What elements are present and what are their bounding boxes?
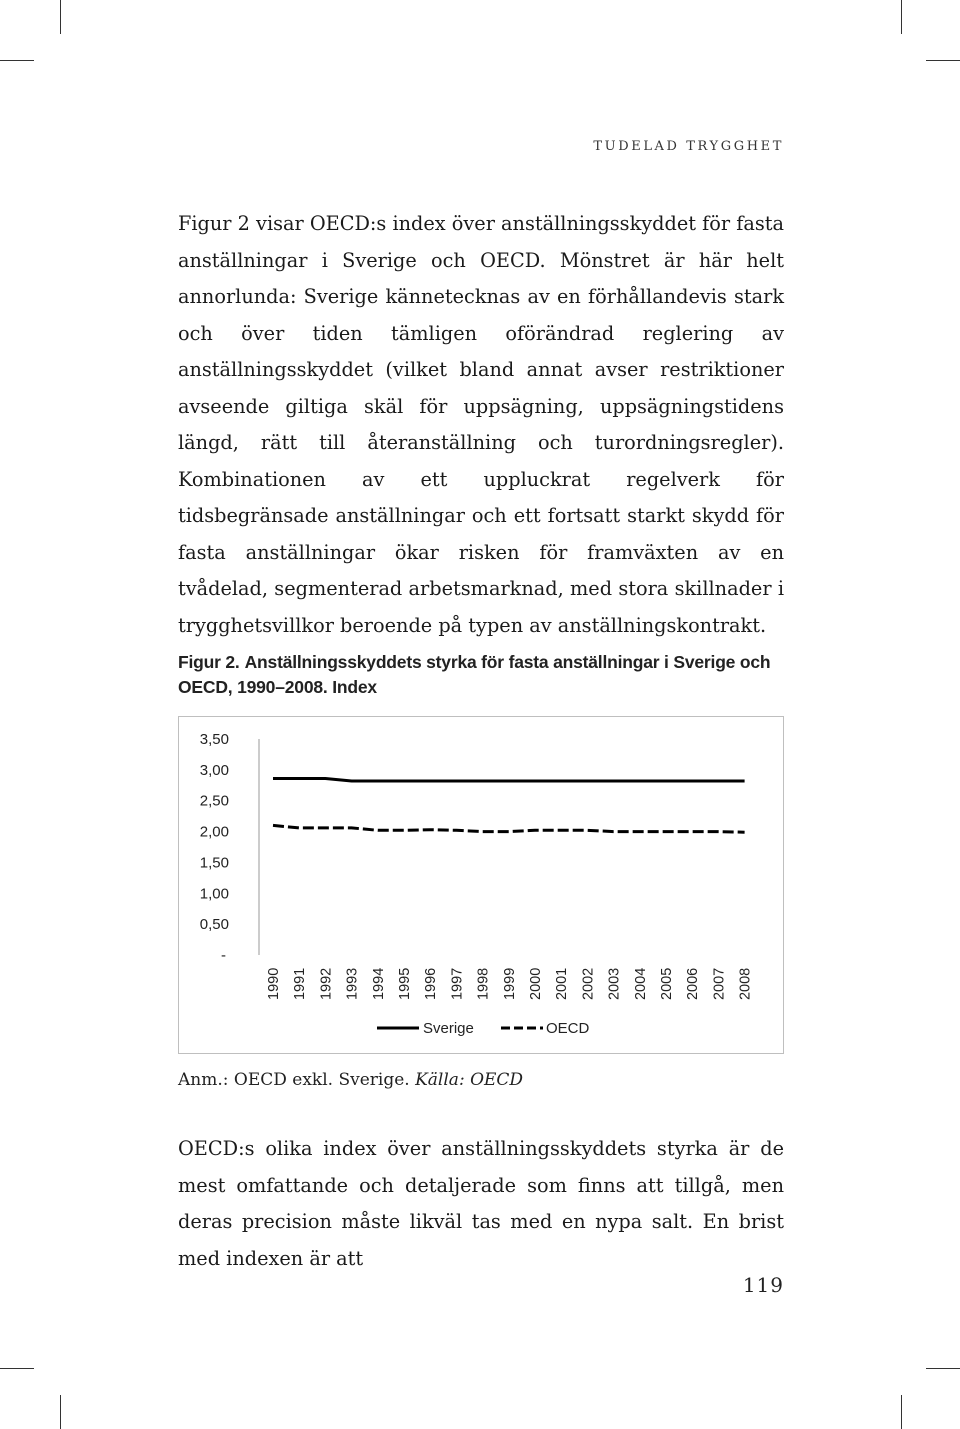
x-tick-label: 2006 <box>685 967 702 1000</box>
x-tick-label: 2001 <box>554 967 571 1000</box>
x-tick-label: 1995 <box>397 967 413 1000</box>
figure-label: Figur 2. <box>178 652 240 672</box>
note-source: Källa: OECD <box>415 1070 524 1090</box>
y-tick-label: 3,00 <box>199 761 229 779</box>
running-head: TUDELAD TRYGGHET <box>593 139 784 154</box>
x-tick-label: 1994 <box>370 967 387 1000</box>
legend-label-sverige: Sverige <box>423 1020 474 1037</box>
crop-mark-right-bottom <box>926 1368 960 1369</box>
y-tick-label: 1,00 <box>199 885 229 903</box>
legend-label-oecd: OECD <box>546 1020 590 1037</box>
y-tick-label: 0,50 <box>199 916 229 934</box>
crop-mark-bottom-left <box>60 1395 61 1429</box>
series-line-oecd <box>273 825 745 832</box>
x-tick-label: 2005 <box>659 967 675 1000</box>
x-tick-label: 2000 <box>528 967 544 1000</box>
y-tick-label: 2,50 <box>199 792 229 810</box>
body-paragraph-1: Figur 2 visar OECD:s index över anställningsskyddet för fasta anställningar i Sverige och OECD. Mönstret är här helt annorlunda: Sverige kännetecknas av en förhållandevis stark och över tiden tämligen oförändrad reglering av anställningsskyddet (vilket bland annat avser restriktioner avseende giltiga skäl för uppsägning, uppsägningstidens längd, rätt till återanställning och turordningsregler). Kombinationen av ett uppluckrat regelverk för tidsbegränsade anställningar och ett fortsatt starkt skydd för fasta anställningar ökar risken för framväxten av en tvådelad, segmenterad arbetsmarknad, med stora skillnader i trygghetsvillkor beroende på typen av anställningskontrakt. <box>178 212 784 637</box>
y-tick-label: 1,50 <box>199 854 229 872</box>
x-tick-label: 2007 <box>711 967 728 1000</box>
x-tick-label: 2003 <box>606 967 623 1000</box>
x-tick-label: 1992 <box>318 967 335 1000</box>
line-chart <box>179 717 783 1053</box>
x-tick-label: 1997 <box>449 967 466 1000</box>
x-tick-label: 1993 <box>344 967 361 1000</box>
figure-caption <box>178 650 784 700</box>
crop-mark-top-right <box>901 0 902 34</box>
x-tick-label: 2008 <box>737 967 754 1000</box>
crop-mark-left-bottom <box>0 1368 34 1369</box>
x-tick-label: 1991 <box>292 967 309 1000</box>
x-tick-label: 1996 <box>423 967 440 1000</box>
note-text: Anm.: OECD exkl. Sverige. <box>178 1070 410 1090</box>
crop-mark-left-top <box>0 60 34 61</box>
series-line-sverige <box>273 779 745 782</box>
x-tick-label: 1998 <box>475 967 492 1000</box>
chart-frame <box>178 716 784 1054</box>
crop-mark-top-left <box>60 0 61 34</box>
y-tick-label: - <box>221 947 226 964</box>
figure-title: Anställningsskyddets styrka för fasta anställningar i Sverige och OECD, 1990–2008. Index <box>178 652 771 697</box>
x-tick-label: 1999 <box>501 967 518 1000</box>
figure-note <box>178 1070 523 1090</box>
y-tick-label: 2,00 <box>199 823 229 841</box>
page-number: 119 <box>742 1273 784 1297</box>
y-tick-label: 3,50 <box>199 731 229 748</box>
x-tick-label: 2002 <box>580 967 597 1000</box>
x-tick-label: 2004 <box>632 967 649 1000</box>
body-paragraph-2: OECD:s olika index över anställningsskyddets styrka är de mest omfattande och detaljerade som finns att tillgå, men deras precision måste likväl tas med en nypa salt. En brist med indexen är att <box>178 1137 784 1270</box>
crop-mark-bottom-right <box>901 1395 902 1429</box>
crop-mark-right-top <box>926 60 960 61</box>
x-tick-label: 1990 <box>266 967 282 1000</box>
